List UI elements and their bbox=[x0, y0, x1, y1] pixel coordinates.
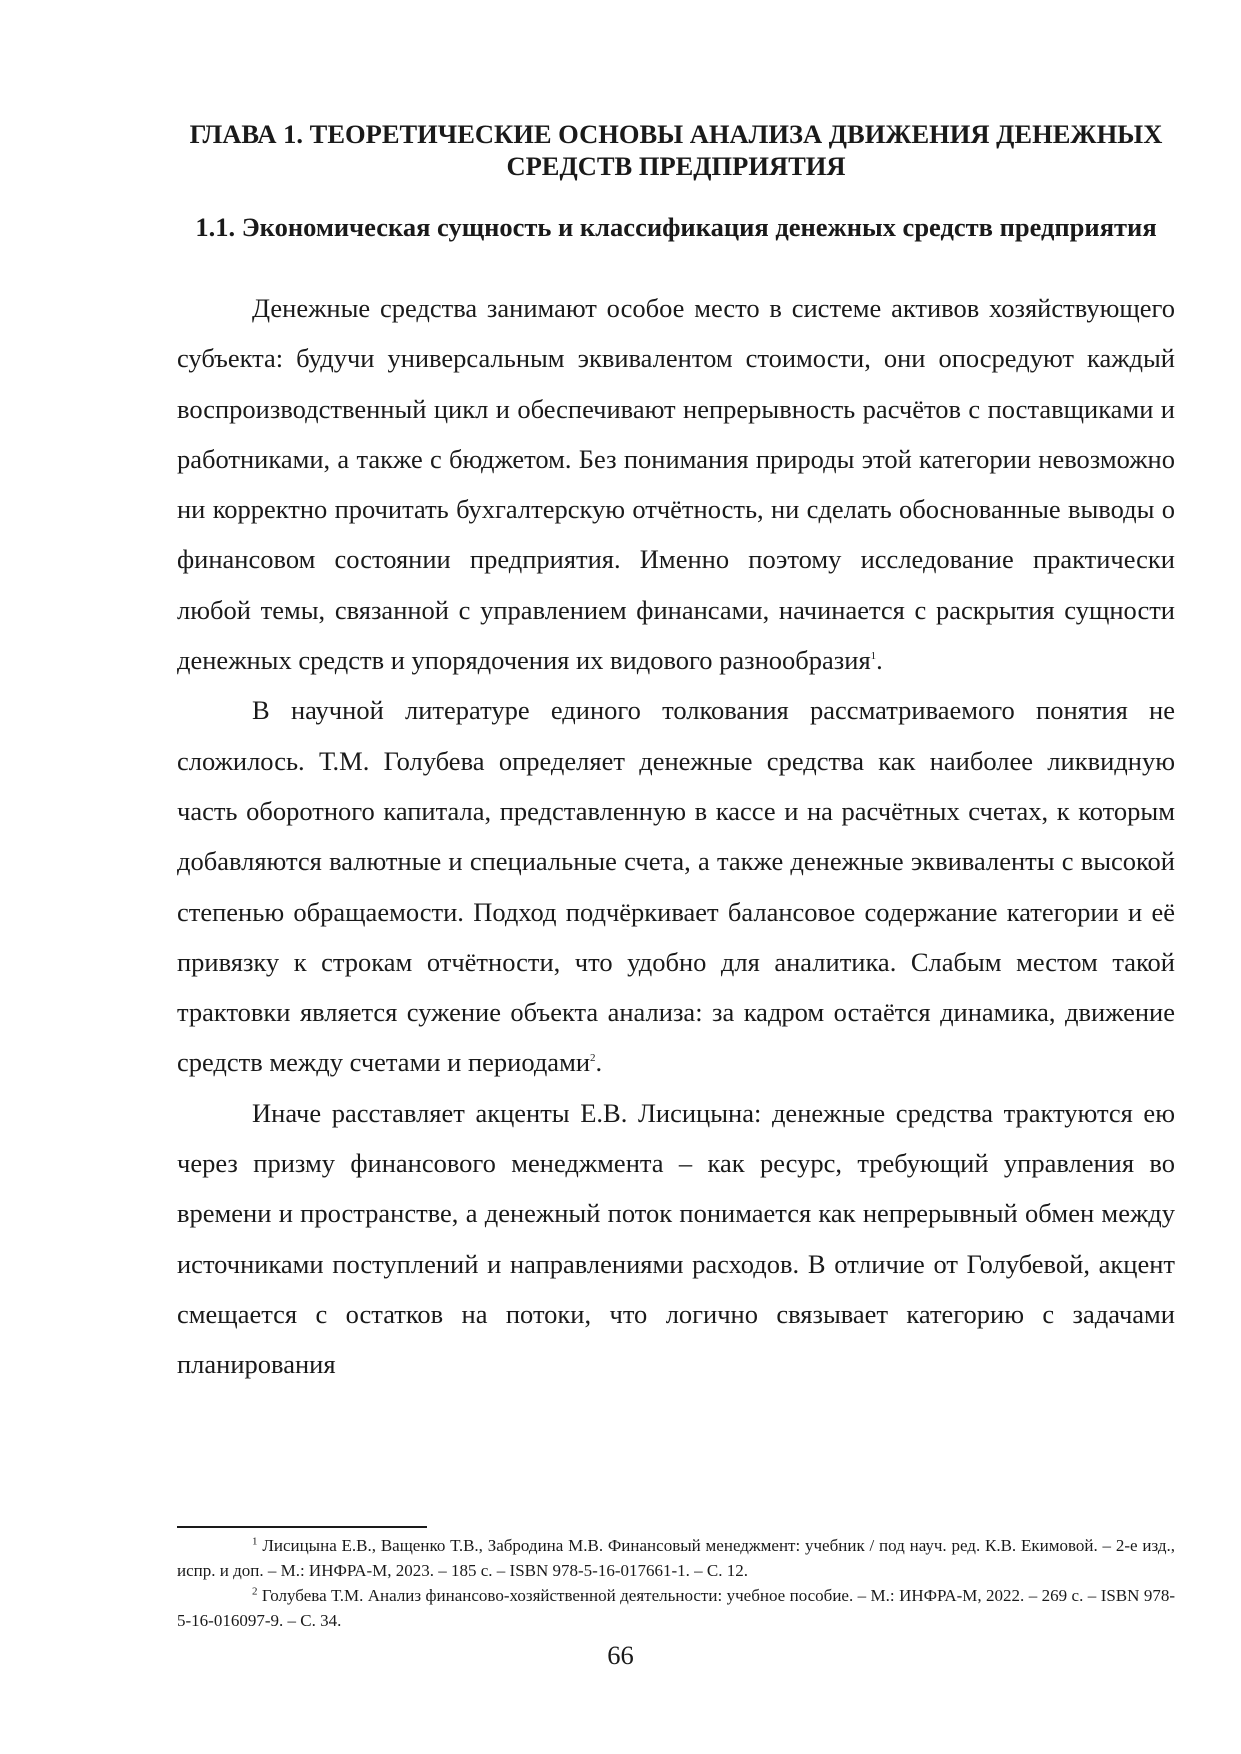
footnote-reference[interactable]: 2 bbox=[590, 1052, 596, 1065]
footnotes bbox=[177, 1533, 1175, 1633]
footnote-text: Голубева Т.М. Анализ финансово-хозяйственной деятельности: учебное пособие. – М.: ИНФРА-М, 2022. – 269 с. – ISBN 978-5-16-016097-9. – С. 34. bbox=[177, 1586, 1176, 1630]
paragraph bbox=[177, 685, 1175, 1087]
footnote-reference[interactable]: 1 bbox=[870, 650, 877, 663]
paragraph bbox=[177, 1088, 1175, 1390]
footnote-text: Лисицына Е.В., Ващенко Т.В., Забродина М.В. Финансовый менеджмент: учебник / под науч. ред. К.В. Екимовой. – 2-е изд., испр. и доп. – М.: ИНФРА-М, 2023. – 185 с. – ISBN 978-5-16-017661-1. – С. 12. bbox=[177, 1536, 1175, 1580]
paragraph-tail: . bbox=[595, 1047, 603, 1078]
footnote-mark: 2 bbox=[252, 1585, 258, 1598]
section-title: 1.1. Экономическая сущность и классификация денежных средств предприятия bbox=[195, 212, 1157, 242]
paragraph-text: Иначе расставляет акценты Е.В. Лисицына: денежные средства трактуются ею через призму финансового менеджмента – как ресурс, требующий управления во времени и пространстве, а денежный поток понимается как непрерывный обмен между источниками поступлений и направлениями расходов. В отличие от Голубевой, акцент смещается с остатков на потоки, что логично связывает категорию с задачами планирования bbox=[177, 1097, 1175, 1380]
paragraph-text: В научной литературе единого толкования рассматриваемого понятия не сложилось. Т.М. Голубева определяет денежные средства как наиболее ликвидную часть оборотного капитала, представленную в кассе и на расчётных счетах, к которым добавляются валютные и специальные счета, а также денежные эквиваленты с высокой степенью обращаемости. Подход подчёркивает балансовое содержание категории и её привязку к строкам отчётности, что удобно для аналитика. Слабым местом такой трактовки является сужение объекта анализа: за кадром остаётся динамика, движение средств между счетами и периодами bbox=[177, 695, 1175, 1078]
paragraph-text: Денежные средства занимают особое место в системе активов хозяйствующего субъекта: будучи универсальным эквивалентом стоимости, они опосредуют каждый воспроизводственный цикл и обеспечивают непрерывность расчётов с поставщиками и работниками, а также с бюджетом. Без понимания природы этой категории невозможно ни корректно прочитать бухгалтерскую отчётность, ни сделать обоснованные выводы о финансовом состоянии предприятия. Именно поэтому исследование практически любой темы, связанной с управлением финансами, начинается с раскрытия сущности денежных средств и упорядочения их видового разнообразия bbox=[177, 293, 1175, 676]
footnote bbox=[177, 1533, 1175, 1583]
footnote bbox=[177, 1583, 1175, 1633]
chapter-title: ГЛАВА 1. ТЕОРЕТИЧЕСКИЕ ОСНОВЫ АНАЛИЗА ДВИЖЕНИЯ ДЕНЕЖНЫХ СРЕДСТВ ПРЕДПРИЯТИЯ bbox=[189, 119, 1163, 181]
body-text bbox=[177, 283, 1175, 1390]
paragraph-tail: . bbox=[876, 645, 883, 676]
paragraph bbox=[177, 283, 1175, 685]
footnote-mark: 1 bbox=[252, 1535, 258, 1548]
footnote-separator bbox=[177, 1526, 427, 1528]
page-number: 66 bbox=[607, 1640, 634, 1670]
